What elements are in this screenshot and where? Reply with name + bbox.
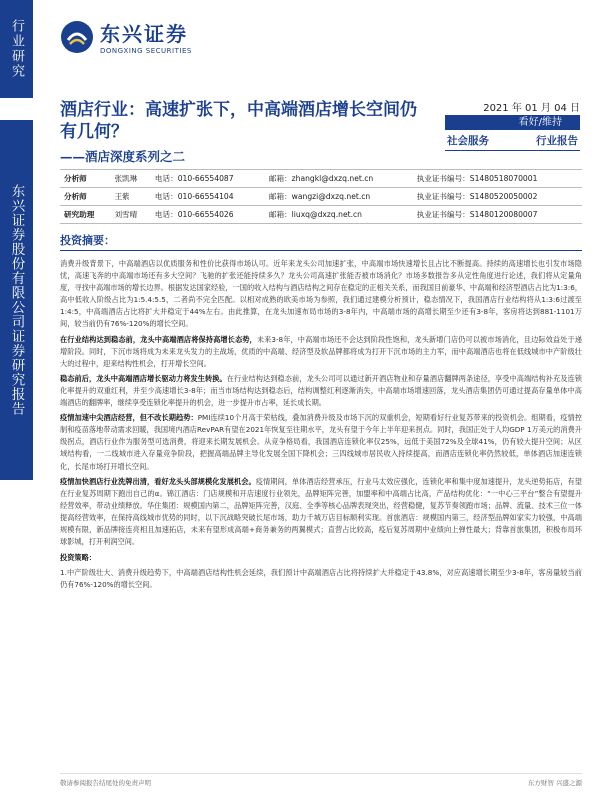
paragraph-text: 疫情期间，单体酒店经营承压，行业马太效应强化，连锁化率和集中度加速提升，龙头逆势拓店，有望在行业复苏周期下跑出自己的α。锦江酒店：门店规模和开店速度行业领先，品牌矩阵完善，加盟率和中高端占比高，产品结构优化：“一中心三平台”整合有望提升经营效率，带动业绩释放。华住集团：规模国内第二，品牌矩阵完善，汉庭、全季等核心品牌表现突出，经营稳健，复苏节奏领跑市场；品牌、流量、技术三位一体提高经营效率，在保持高线城市优势的同时，以下沉战略突破长尾市场，助力千城万店目标顺利实现。首旅酒店：规模国内第三，经济型品牌如家实力较强，中高端规模有限，新品牌接连亮相且加速拓店，未来有望形成高端+商务兼务的两翼模式；直营占比较高，疫后复苏周期中业绩向上弹性最大；背靠首旅集团，积极布局环球影城，打开利润空间。	[60, 476, 582, 547]
report-type-tag: 行业报告	[536, 135, 578, 147]
paragraph-text: 消费升级背景下，中高端酒店以优质服务和性价比获得市场认可。近年来龙头公司加速扩张，中高端市场快速增长且占比不断提高。持续的高速增长也引发市场隐忧，高速飞奔的中高端市场还有多大空间？飞驰的扩张还能持续多久？龙头公司高速扩张能否被市场消化？市场多数报告多从定性角度进行论述，我们将从定量角度，寻找中高端市场的增长边界。根据发达国家经验，一国的收入结构与酒店结构之间存在稳定的正相关关系，而我国目前豪华、中高端和经济型酒店占比为1:3:6，高中低收入阶级占比为1:5.4:5.5，二者尚不完全匹配。以相对成熟的欧美市场为参照，我们通过建模分析预计，稳态情况下，我国酒店行业结构将从1:3:6过渡至1:4:5，中高端酒店占比将扩大并稳定于44%左右。由此推算，在龙头加速布局市场的3-8年内，中高端市场的高增长期至少还有3-8年，客房将达到881-1101万间，较当前仍有76%-120%的增长空间。	[60, 259, 582, 329]
analyst-role: 分析师	[60, 188, 110, 206]
analyst-cert: 执业证书编号：S1480520050002	[413, 188, 582, 206]
paragraph-text: PMI连续10个月高于荣枯线，叠加消费升级及市场下沉的双重机会，短期看好行业复苏带来的投资机会。组期看，疫情控制和疫苗落地带动需求回暖，我国境内酒店RevPAR有望在2021年恢复至往期水平，龙头有望于今年上半年迎来拐点。同时，我国正处于人均GDP 1万美元的消费升级拐点，酒店行业作为服务型可选消费，将迎来长期发展机会。从竞争格局看，我国酒店连锁化率仅25%，远低于美国72%及全球41%，仍有较大提升空间；从区域结构看，一二线城市进入存量竞争阶段，把握高端品牌主导化发展全国下降机会；三四线城市居民收入持续提高，而酒店连锁化率仍然较低，单体酒店加速连锁化，长尾市场打开增长空间。	[60, 413, 582, 471]
company-label: 东兴证券股份有限公司证券研究报告	[0, 120, 33, 480]
paragraph-lead: 在行业结构达到稳态前，龙头中高端酒店将保持高增长态势，	[60, 334, 257, 344]
logo-icon	[60, 20, 94, 54]
analyst-role: 分析师	[60, 170, 110, 188]
analyst-cert: 执业证书编号：S1480120080007	[413, 206, 582, 224]
summary-paragraph	[60, 412, 582, 472]
paragraph-lead: 疫情加速中尖酒店经营，但不改长期趋势：	[60, 413, 198, 423]
analyst-row	[60, 206, 582, 224]
section-heading: 投资摘要：	[60, 234, 115, 247]
analyst-name: 王紫	[110, 188, 150, 206]
analyst-email[interactable]: 邮箱：wangzi@dxzq.net.cn	[265, 188, 413, 206]
analyst-email[interactable]: 邮箱：zhangkl@dxzq.net.cn	[265, 170, 413, 188]
summary-paragraph	[60, 334, 582, 370]
sector-tag: 社会服务	[447, 135, 489, 147]
report-subtitle: ——酒店深度系列之二	[60, 149, 186, 164]
footer-slogan: 东方财智 兴盛之源	[527, 779, 582, 787]
paragraph-lead: 疫情加快酒店行业洗牌出清，看好龙头头部规模化发展机会。	[60, 476, 256, 486]
analyst-phone: 电话：010-66554026	[151, 206, 265, 224]
analyst-name: 刘雪晴	[110, 206, 150, 224]
analyst-phone: 电话：010-66554087	[151, 170, 265, 188]
logo-name-cn: 东兴证券	[100, 22, 188, 46]
strategy-item	[60, 567, 582, 591]
paragraph-lead: 稳态前后，龙头中高端酒店增长驱动力将发生转换。	[60, 373, 227, 383]
summary-paragraph	[60, 258, 582, 331]
paragraph-text: 在行业结构达到稳态前，龙头公司可以通过新开酒店物业和存量酒店翻牌两条途径，享受中高端结构补充及连锁化率提升的双重红利，并至少高速增长3-8年；而当市场结构达到稳态后，结构调整红利逐渐消失，中高端市场增速回落，龙头酒店集团仍可通过提高存量单体中高端酒店的翻牌率，继续享受连锁化率提升的机会，进一步提升市占率，延长成长期。	[60, 373, 582, 408]
logo-name-en: DONGXING SECURITIES	[100, 47, 192, 55]
analyst-name: 张凯琳	[110, 170, 150, 188]
summary-paragraph	[60, 373, 582, 409]
rating-badge	[445, 115, 580, 130]
category-label: 行业研究	[0, 0, 33, 98]
analyst-role: 研究助理	[60, 206, 110, 224]
rating-text: 看好/维持	[518, 117, 562, 128]
company-logo	[60, 18, 192, 55]
summary-paragraph	[60, 476, 582, 549]
report-title: 酒店行业：高速扩张下，中高端酒店增长空间仍有几何？	[60, 100, 417, 142]
analyst-row	[60, 170, 582, 188]
analyst-phone: 电话：010-66554104	[151, 188, 265, 206]
summary-body	[60, 258, 582, 594]
sidebar	[0, 0, 33, 807]
disclaimer-note: 敬请参阅报告结尾处的免责声明	[60, 779, 151, 787]
strategy-text: 1.中产阶级壮大、消费升级趋势下，中高端酒店结构性机会延续，我们预计中高端酒店占比将持续扩大并稳定于43.8%，对应高速增长期至少3-8年，客房量较当前仍有76%-120%的增长空间。	[60, 568, 582, 590]
paragraph-text: 未来3-8年，中高端市场还不会达到阶段性饱和，龙头新增门店仍可以被市场消化，且边际效益处于递增阶段。同时，下沉市场将成为未来龙头发力的主战场，优质的中高端、经济型及软品牌都将成为打开下沉市场的主力军，而中高端酒店也将在低线城市中产阶级壮大的过程中，迎来结构性机会，打开增长空间。	[60, 334, 582, 368]
report-date: 2021 年 01 月 04 日	[445, 99, 580, 117]
analyst-cert: 执业证书编号：S1480518070001	[413, 170, 582, 188]
sector-tags	[445, 131, 580, 151]
strategy-heading: 投资策略：	[60, 553, 96, 563]
analyst-email[interactable]: 邮箱：liuxq@dxzq.net.cn	[265, 206, 413, 224]
section-divider	[60, 250, 582, 251]
analyst-row	[60, 188, 582, 206]
page-footer	[60, 773, 582, 787]
analyst-table	[60, 169, 582, 224]
